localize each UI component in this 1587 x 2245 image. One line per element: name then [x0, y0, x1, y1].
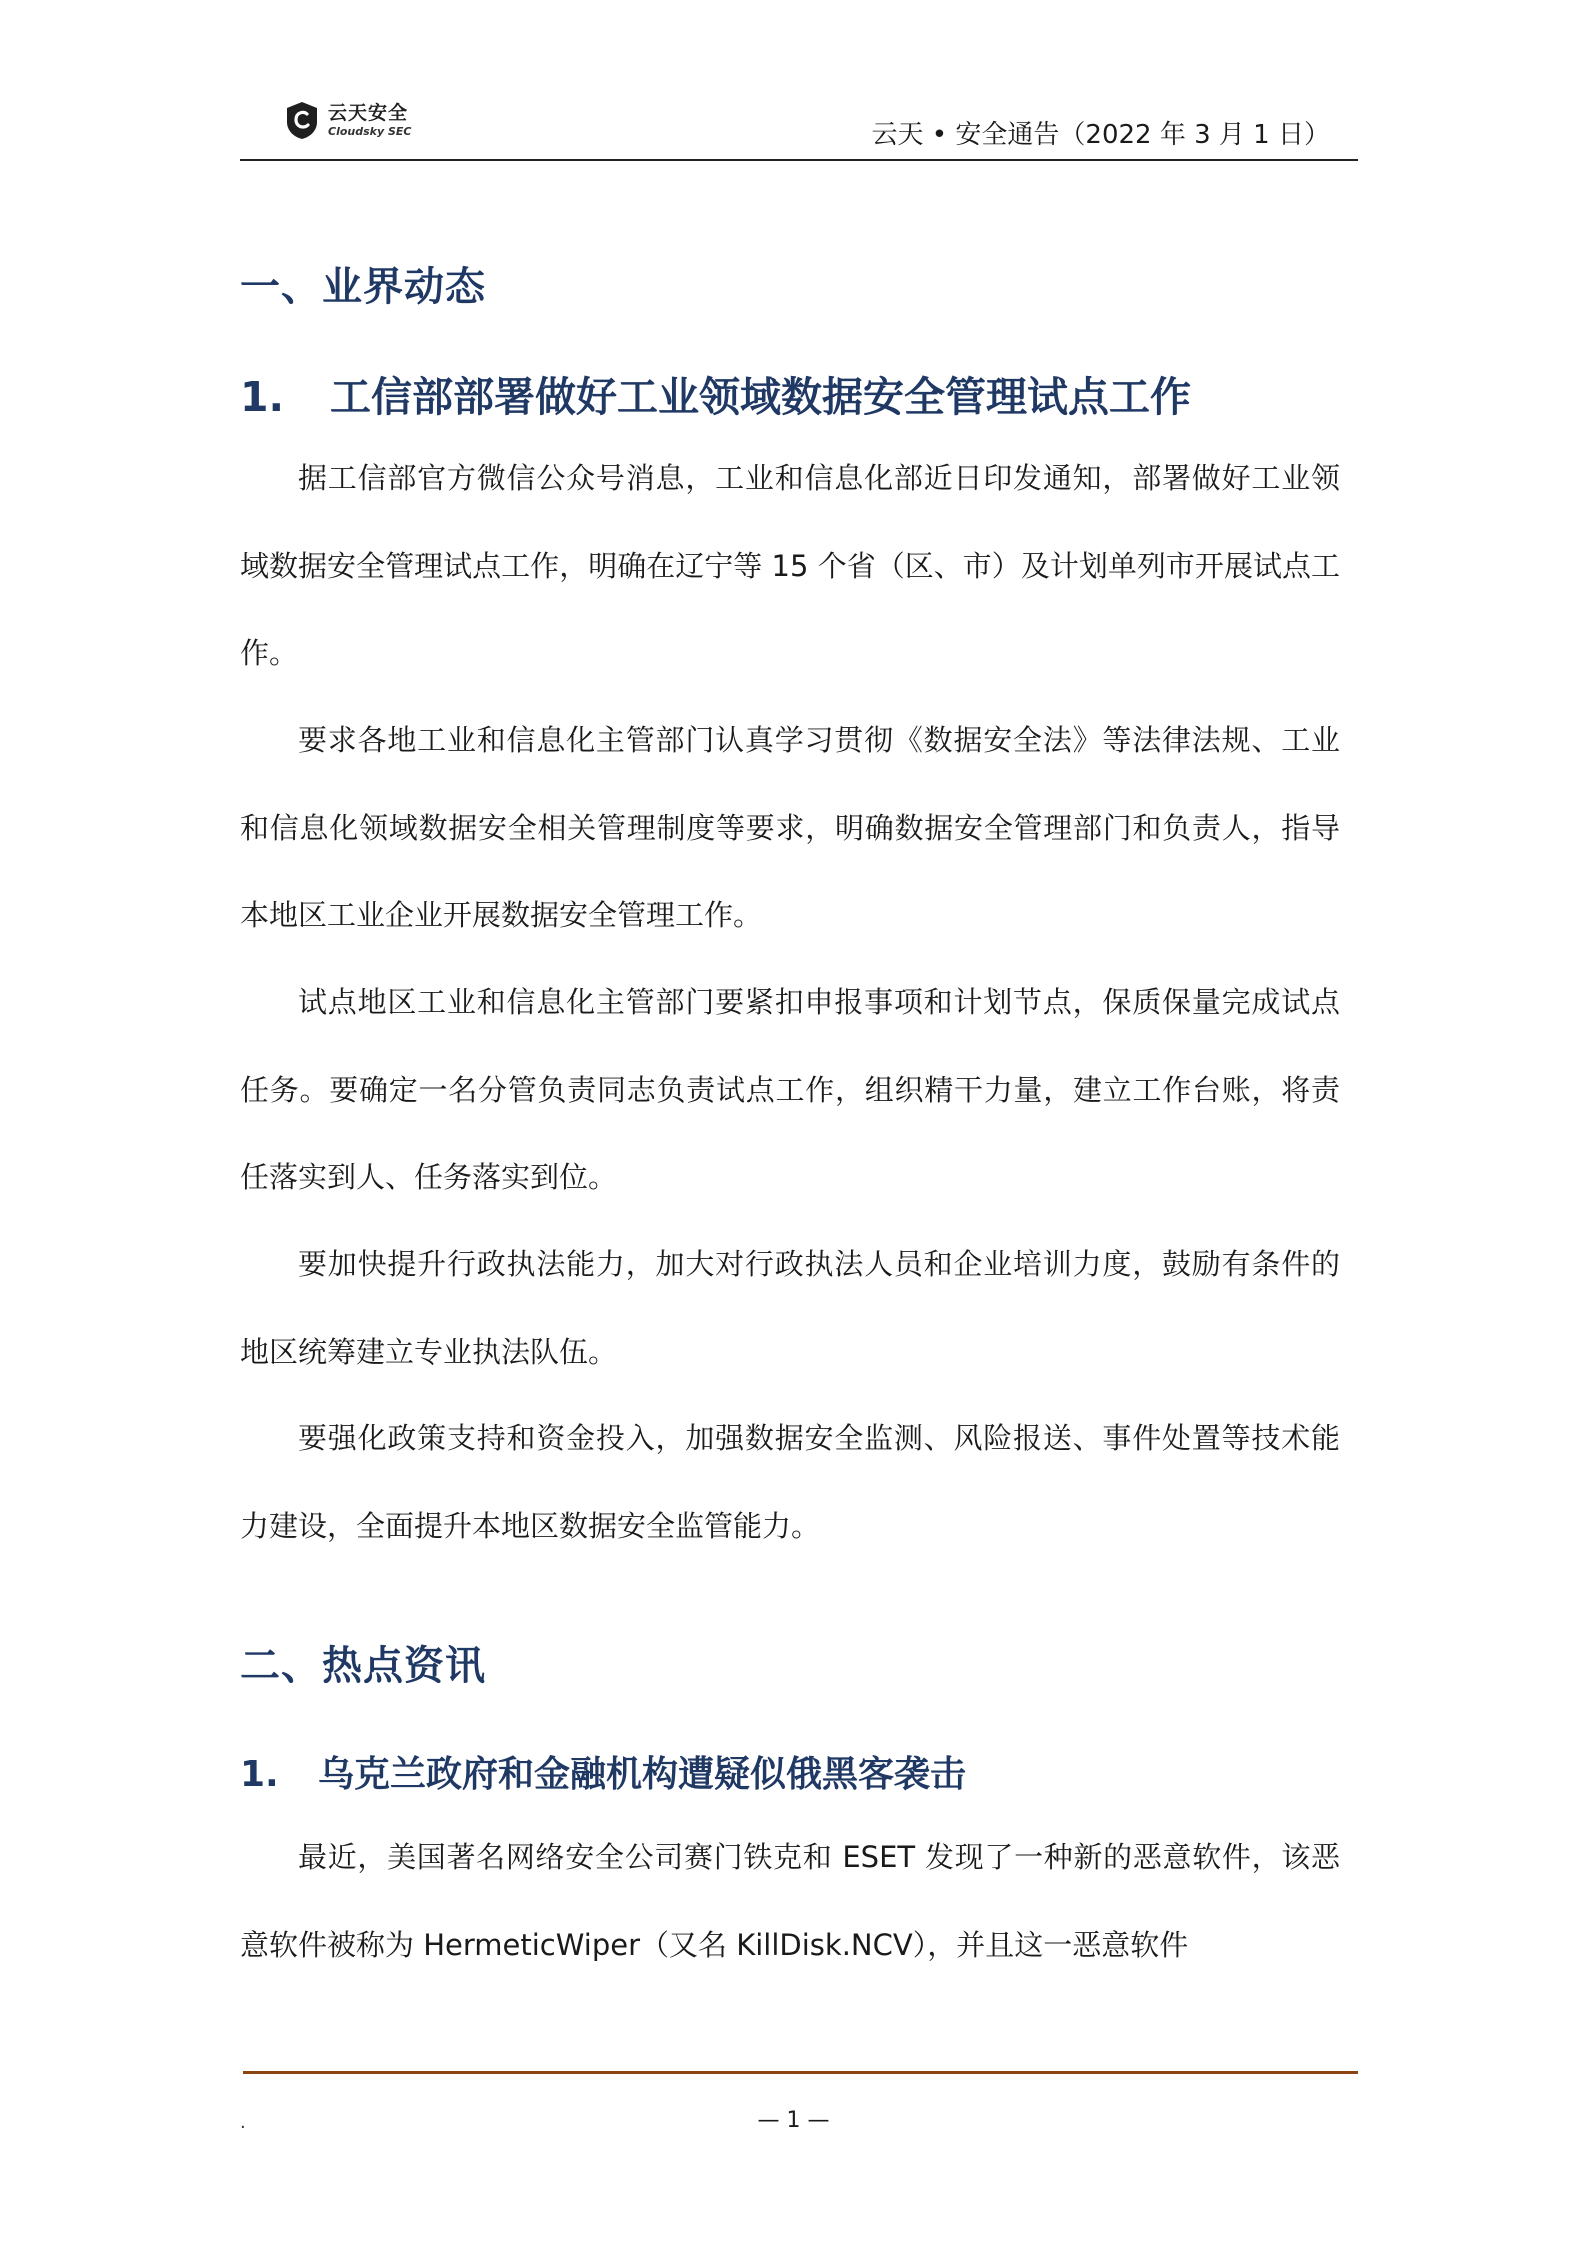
- paragraph: 要求各地工业和信息化主管部门认真学习贯彻《数据安全法》等法律法规、工业和信息化领域数据安全相关管理制度等要求，明确数据安全管理部门和负责人，指导本地区工业企业开展数据安全管理工作。: [240, 723, 1340, 932]
- paragraph: 最近，美国著名网络安全公司赛门铁克和 ESET 发现了一种新的恶意软件，该恶意软件被称为 HermeticWiper（又名 KillDisk.NCV），并且这一恶意软件: [240, 1840, 1340, 1962]
- article-title: 工信部部署做好工业领域数据安全管理试点工作: [330, 373, 1191, 421]
- article-title: 乌克兰政府和金融机构遭疑似俄黑客袭击: [318, 1754, 967, 1795]
- article-heading: [240, 364, 1191, 423]
- company-logo: [284, 100, 411, 140]
- header-divider: [240, 159, 1358, 161]
- paragraph: 试点地区工业和信息化主管部门要紧扣申报事项和计划节点，保质保量完成试点任务。要确定一名分管负责同志负责试点工作，组织精干力量，建立工作台账，将责任落实到人、任务落实到位。: [240, 985, 1340, 1194]
- article-heading: [240, 1746, 966, 1797]
- article-number: 1.: [240, 1754, 279, 1795]
- section-heading-industry-news: 一、业界动态: [240, 264, 486, 310]
- footer-divider: [243, 2071, 1358, 2074]
- page-header: [240, 96, 1358, 162]
- logo-english-text: Cloudsky SEC: [328, 124, 412, 138]
- footer-dot: .: [240, 2112, 246, 2133]
- paragraph: 据工信部官方微信公众号消息，工业和信息化部近日印发通知，部署做好工业领域数据安全管理试点工作，明确在辽宁等 15 个省（区、市）及计划单列市开展试点工作。: [240, 461, 1340, 670]
- article-number: 1.: [240, 373, 285, 421]
- bulletin-title: 云天 • 安全通告（2022 年 3 月 1 日）: [871, 120, 1330, 150]
- logo-chinese-text: 云天安全: [328, 101, 409, 124]
- paragraph: 要加快提升行政执法能力，加大对行政执法人员和企业培训力度，鼓励有条件的地区统筹建立专业执法队伍。: [240, 1247, 1340, 1369]
- page-number: — 1 —: [757, 2108, 830, 2133]
- section-heading-hot-news: 二、热点资讯: [240, 1643, 486, 1689]
- shield-logo-icon: [284, 100, 320, 140]
- paragraph: 要强化政策支持和资金投入，加强数据安全监测、风险报送、事件处置等技术能力建设，全面提升本地区数据安全监管能力。: [240, 1421, 1340, 1543]
